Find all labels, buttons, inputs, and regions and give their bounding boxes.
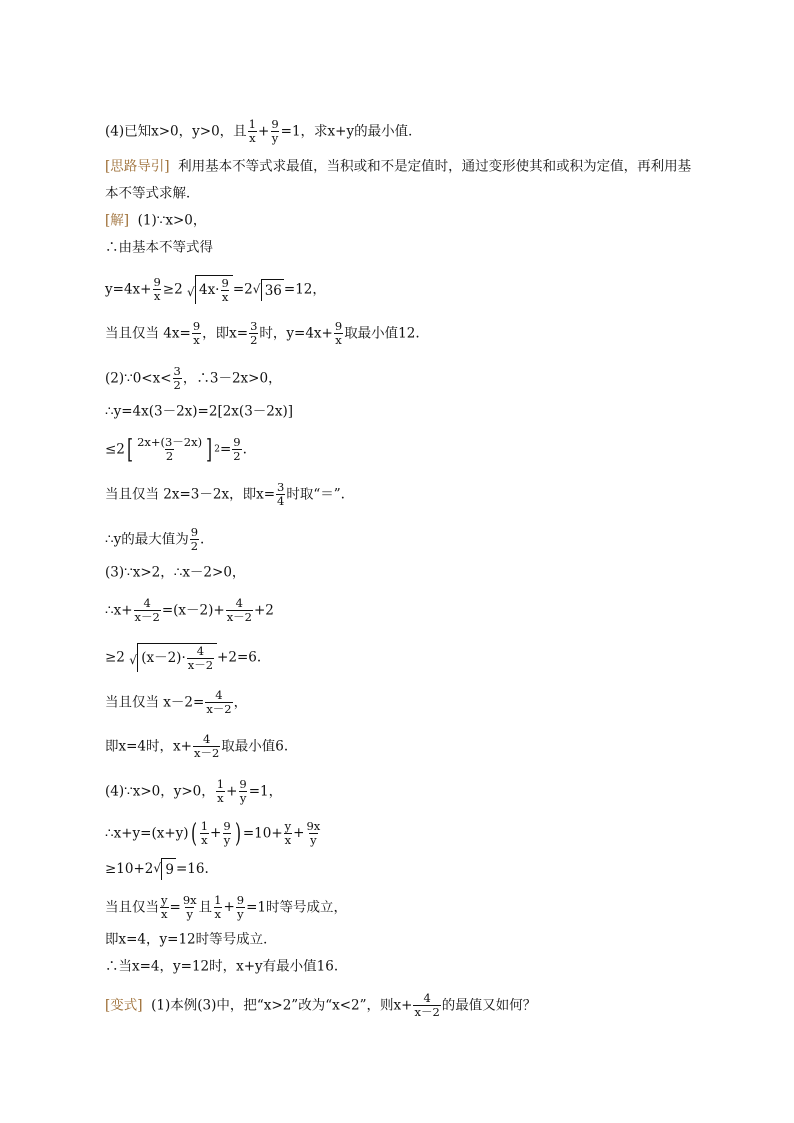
- math-text: ∴x+y=(x+y): [105, 825, 189, 842]
- fraction: [200, 820, 209, 847]
- math-text: +2: [254, 602, 274, 619]
- sqrt-36: [253, 279, 284, 301]
- denominator: x－2: [134, 610, 160, 624]
- denominator: x: [249, 131, 256, 145]
- denominator: y: [237, 907, 244, 921]
- thinking-guide-line2: [105, 183, 200, 204]
- fraction: [182, 894, 198, 921]
- numerator: 1: [200, 819, 209, 833]
- denominator: x: [214, 907, 222, 921]
- denominator: x: [335, 333, 342, 347]
- step1-inequality: [105, 275, 326, 304]
- math-text: ]: [206, 434, 213, 465]
- math-text: .: [200, 531, 205, 548]
- math-text: ，∴3－2x>0，: [182, 370, 282, 387]
- math-text: =12，: [283, 281, 326, 298]
- denominator: x: [153, 289, 161, 303]
- fraction: [334, 320, 343, 347]
- denominator: x: [221, 290, 229, 304]
- numerator: 1: [248, 117, 256, 131]
- denominator: x: [161, 907, 168, 921]
- math-text: √: [252, 281, 261, 296]
- math-text: ∴当x=4，y=12时，x+y有最小值16.: [105, 958, 339, 975]
- math-text: 当且仅当 x－2=: [105, 694, 205, 711]
- fraction: [205, 689, 232, 716]
- math-text: ≤2: [105, 441, 125, 458]
- math-text: y=4x+: [105, 281, 152, 298]
- fraction: [248, 118, 257, 145]
- fraction: [134, 597, 161, 624]
- numerator: 9x: [182, 893, 197, 907]
- math-text: 9: [161, 858, 176, 880]
- fraction: [222, 820, 231, 847]
- math-text: 取最小值6.: [221, 738, 289, 755]
- math-text: 2: [214, 444, 220, 455]
- fraction: [276, 481, 285, 508]
- fraction: [193, 733, 220, 760]
- math-text: ，即x=: [202, 325, 249, 342]
- sqrt-9: [153, 858, 176, 880]
- numerator: 9: [271, 117, 279, 131]
- step4-line3: [105, 858, 209, 880]
- step3-line4: [105, 689, 247, 716]
- math-text: =1，: [248, 783, 283, 800]
- variant-question: [105, 992, 536, 1019]
- numerator: 1: [214, 893, 222, 907]
- math-text: =10+: [242, 825, 283, 842]
- math-text: 且: [198, 899, 213, 916]
- step4-line5: [105, 929, 277, 950]
- fraction: [216, 778, 225, 805]
- math-text: =(x－2)+: [161, 602, 225, 619]
- solution-label: [解]: [105, 212, 130, 229]
- sqrt-expression: [187, 275, 233, 304]
- denominator: 2: [165, 449, 174, 463]
- fraction: [213, 894, 222, 921]
- numerator: 4: [423, 991, 431, 1005]
- math-text: 即x=4，y=12时等号成立．: [105, 931, 277, 948]
- numerator: 9: [233, 435, 241, 449]
- math-text: ≥10+2: [105, 861, 154, 877]
- step3-line5: [105, 733, 288, 760]
- numerator: 2x+(3－2x): [137, 435, 203, 449]
- math-text: 时取“＝”.: [286, 486, 345, 503]
- numerator: 9: [223, 819, 231, 833]
- denominator: x－2: [187, 658, 214, 672]
- denominator: y: [239, 791, 247, 805]
- numerator: y: [284, 819, 292, 833]
- step4-conclusion: [105, 956, 338, 977]
- numerator: 9: [221, 276, 229, 290]
- fraction: [226, 597, 253, 624]
- math-text: (x－2)·: [141, 650, 186, 666]
- step1-equality-condition: [105, 320, 420, 347]
- denominator: x: [193, 333, 200, 347]
- fraction: [238, 778, 247, 805]
- step2-line1: [105, 365, 282, 392]
- numerator: 9: [239, 777, 247, 791]
- numerator: 4: [143, 596, 151, 610]
- math-text: √: [153, 861, 162, 875]
- math-text: 即x=4时，x+: [105, 738, 192, 755]
- denominator: y: [186, 907, 193, 921]
- step4-line2: ∴x+y=(x+y)( $\frac{1}{x}$ + $\frac{9}{y}$ ) =10+ $\frac{y}{x}$ + $\frac{9x}{y}$: [105, 818, 321, 849]
- step3-line2: [105, 597, 274, 624]
- fraction: [190, 526, 199, 553]
- variant-label: [变式]: [105, 997, 143, 1014]
- math-text: +: [226, 783, 238, 800]
- denominator: x－2: [226, 610, 252, 624]
- math-text: ，: [233, 694, 248, 711]
- denominator: x: [201, 833, 208, 847]
- math-text: 的最值又如何？: [441, 997, 537, 1014]
- math-text: 36: [261, 279, 284, 301]
- math-text: ): [234, 818, 241, 849]
- fraction: [152, 276, 161, 303]
- math-text: 4x·: [198, 282, 220, 298]
- math-text: [: [126, 434, 134, 465]
- sqrt-expression: [129, 643, 217, 672]
- step3-line1: [105, 562, 245, 583]
- denominator: x－2: [206, 702, 232, 716]
- fraction: [192, 320, 201, 347]
- guide-label: [思路导引]: [105, 158, 170, 175]
- math-text: ≥2: [162, 281, 183, 298]
- math-text: (1)本例(3)中，把“x>2”改为“x<2”，则x+: [151, 997, 413, 1014]
- math-text: =16.: [175, 861, 209, 877]
- fraction: [232, 436, 241, 463]
- math-text: =1时等号成立，: [246, 899, 347, 916]
- math-text: ∴y的最大值为: [105, 531, 189, 548]
- numerator: 3: [250, 319, 258, 333]
- solution-line1: [105, 210, 206, 231]
- denominator: 2: [190, 539, 199, 553]
- fraction: [270, 118, 279, 145]
- text: (4)已知x>0，y>0，且: [105, 123, 247, 140]
- numerator: 4: [215, 688, 223, 702]
- math-text: .: [242, 441, 247, 458]
- numerator: 9: [190, 525, 199, 539]
- math-text: [137, 643, 217, 672]
- math-text: (2)∵0<x<: [105, 370, 172, 387]
- fraction: [249, 320, 258, 347]
- denominator: x: [284, 833, 292, 847]
- math-text: √: [186, 285, 195, 299]
- denominator: x－2: [193, 746, 220, 760]
- fraction: [220, 277, 229, 304]
- step2-line5: [105, 526, 204, 553]
- denominator: 2: [250, 333, 258, 347]
- math-text: =1，求x+y的最小值．: [280, 123, 422, 140]
- numerator: y: [161, 893, 168, 907]
- math-text: 当且仅当 2x=3－2x，即x=: [105, 486, 276, 503]
- math-text: (: [190, 818, 197, 849]
- step4-line4: 当且仅当 $\frac{y}{x}$ = $\frac{9x}{y}$ 且 $\frac{1}{x}$ + $\frac{9}{y}$ =1时等号成立，: [105, 893, 347, 921]
- math-text: 时，y=4x+: [259, 325, 333, 342]
- math-text: 当且仅当: [105, 899, 159, 916]
- denominator: 2: [173, 378, 181, 392]
- fraction: [187, 645, 214, 672]
- numerator: 9x: [306, 819, 321, 833]
- fraction: [160, 894, 169, 921]
- math-text: =2: [232, 281, 253, 298]
- numerator: 4: [202, 732, 211, 746]
- fraction: [305, 820, 321, 847]
- math-text: (4)∵x>0，y>0，: [105, 783, 215, 800]
- math-text: (3)∵x>2，∴x－2>0，: [105, 564, 246, 581]
- denominator: 2: [233, 449, 241, 463]
- numerator: 3: [277, 480, 285, 494]
- numerator: 9: [192, 319, 201, 333]
- step2-line2: [105, 401, 293, 422]
- numerator: 1: [216, 777, 225, 791]
- math-text: 取最小值12.: [344, 325, 420, 342]
- fraction: [284, 820, 293, 847]
- denominator: y: [223, 833, 231, 847]
- math-text: +2=6.: [217, 649, 262, 666]
- denominator: x－2: [414, 1005, 440, 1019]
- fraction: [173, 365, 182, 392]
- math-text: ∴x+: [105, 602, 133, 619]
- step2-line3: [105, 436, 247, 463]
- guide-text: 本不等式求解．: [105, 185, 200, 202]
- denominator: y: [310, 833, 317, 847]
- denominator: x: [217, 791, 224, 805]
- math-text: 当且仅当 4x=: [105, 325, 191, 342]
- math-text: (1)∵x>0，: [137, 212, 207, 229]
- numerator: 9: [334, 319, 343, 333]
- math-text: √: [129, 653, 137, 667]
- math-text: ≥2: [105, 649, 125, 666]
- numerator: 4: [235, 596, 243, 610]
- thinking-guide-line1: [105, 156, 691, 177]
- fraction: [413, 992, 440, 1019]
- numerator: 4: [196, 644, 205, 658]
- denominator: 4: [277, 494, 285, 508]
- math-text: ∴y=4x(3－2x)=2[2x(3－2x)]: [105, 403, 294, 420]
- problem-4-statement: [105, 118, 422, 145]
- solution-line2: [105, 237, 213, 258]
- numerator: 3: [173, 364, 181, 378]
- numerator: 9: [153, 275, 161, 289]
- math-text: =: [219, 441, 232, 458]
- denominator: y: [271, 131, 279, 145]
- numerator: 9: [236, 893, 245, 907]
- step3-line3: [105, 643, 261, 672]
- step2-line4: [105, 481, 345, 508]
- guide-text: 利用基本不等式求最值，当积或和不是定值时，通过变形使其和或积为定值，再利用基: [178, 158, 692, 175]
- math-text: +: [258, 123, 270, 140]
- math-text: [195, 275, 233, 304]
- math-text: =: [169, 899, 181, 916]
- math-text: ∴由基本不等式得: [105, 239, 213, 256]
- step4-line1: [105, 778, 282, 805]
- fraction: [236, 894, 245, 921]
- fraction: [136, 436, 203, 463]
